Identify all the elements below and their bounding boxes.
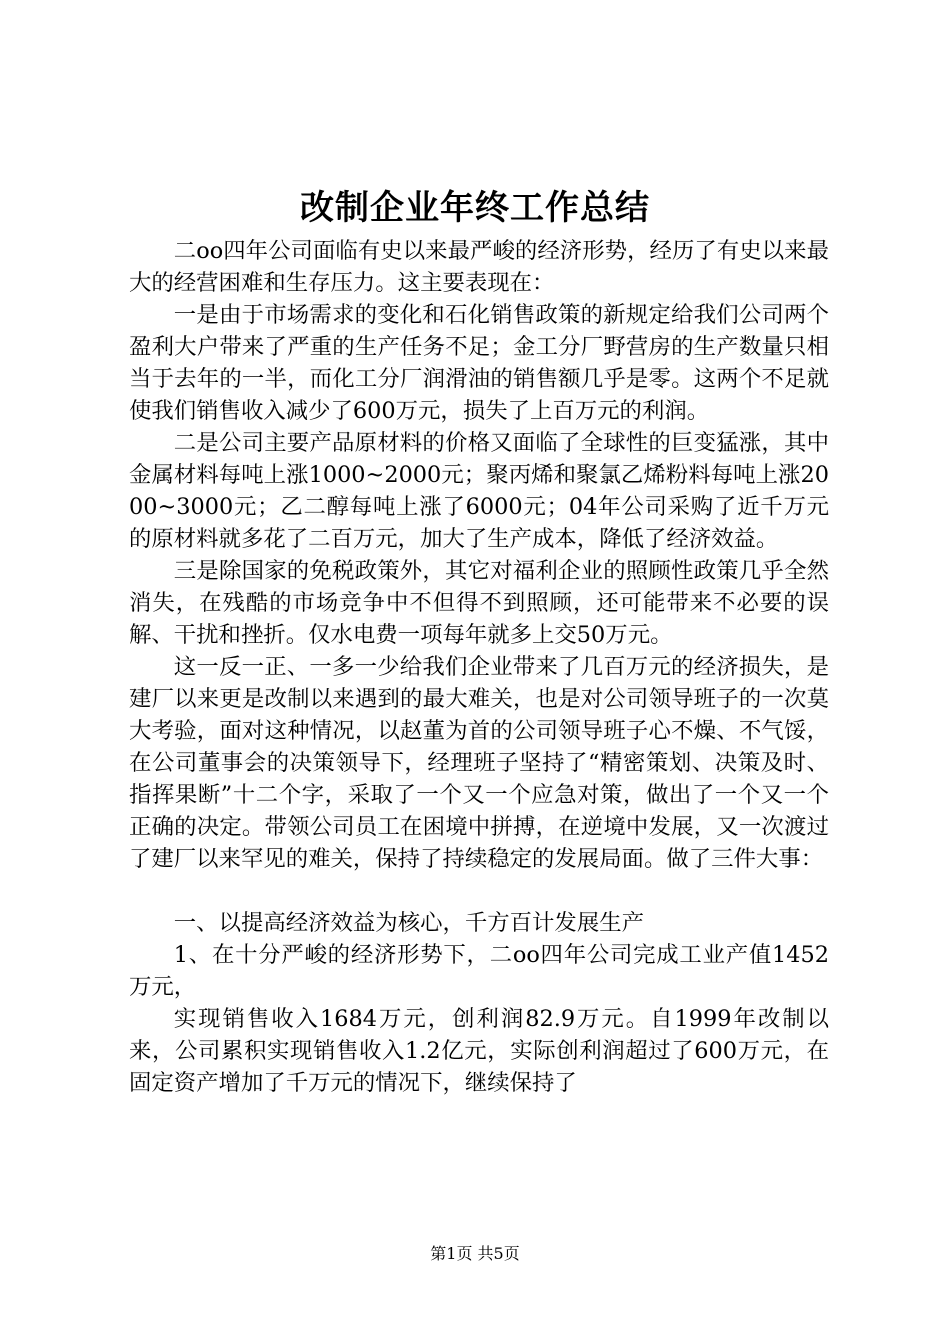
- section-heading-one: 一、以提高经济效益为核心，千方百计发展生产: [173, 910, 644, 936]
- page-footer: 第1页 共5页: [430, 1244, 520, 1263]
- paragraph-item-one: 1、在十分严峻的经济形势下，二oo四年公司完成工业产值1452万元，: [129, 942, 829, 1000]
- document-body: [129, 235, 829, 1099]
- paragraph-intro: 二oo四年公司面临有史以来最严峻的经济形势，经历了有史以来最大的经营困难和生存压力。这主要表现在：: [129, 238, 829, 296]
- paragraph-point-three: 三是除国家的免税政策外，其它对福利企业的照顾性政策几乎全然消失，在残酷的市场竞争中不但得不到照顾，还可能带来不必要的误解、干扰和挫折。仅水电费一项每年就多上交50万元。: [129, 558, 829, 648]
- paragraph-point-one: 一是由于市场需求的变化和石化销售政策的新规定给我们公司两个盈利大户带来了严重的生产任务不足；金工分厂野营房的生产数量只相当于去年的一半，而化工分厂润滑油的销售额几乎是零。这两个不足就使我们销售收入减少了600万元，损失了上百万元的利润。: [129, 302, 829, 424]
- paragraph-summary: 这一反一正、一多一少给我们企业带来了几百万元的经济损失，是建厂以来更是改制以来遇到的最大难关，也是对公司领导班子的一次莫大考验，面对这种情况，以赵董为首的公司领导班子心不燥、不气馁，在公司董事会的决策领导下，经理班子坚持了“精密策划、决策及时、指挥果断”十二个字，采取了一个又一个应急对策，做出了一个又一个正确的决定。带领公司员工在困境中拼搏，在逆境中发展，又一次渡过了建厂以来罕见的难关，保持了持续稳定的发展局面。做了三件大事：: [129, 654, 829, 872]
- paragraph-point-two: 二是公司主要产品原材料的价格又面临了全球性的巨变猛涨，其中金属材料每吨上涨1000~2000元；聚丙烯和聚氯乙烯粉料每吨上涨2000~3000元；乙二醇每吨上涨了6000元；04年公司采购了近千万元的原材料就多花了二百万元，加大了生产成本，降低了经济效益。: [129, 430, 829, 552]
- paragraph-item-one-continued: 实现销售收入1684万元，创利润82.9万元。自1999年改制以来，公司累积实现销售收入1.2亿元，实际创利润超过了600万元，在固定资产增加了千万元的情况下，继续保持了: [129, 1006, 829, 1096]
- document-title: 改制企业年终工作总结: [300, 188, 650, 228]
